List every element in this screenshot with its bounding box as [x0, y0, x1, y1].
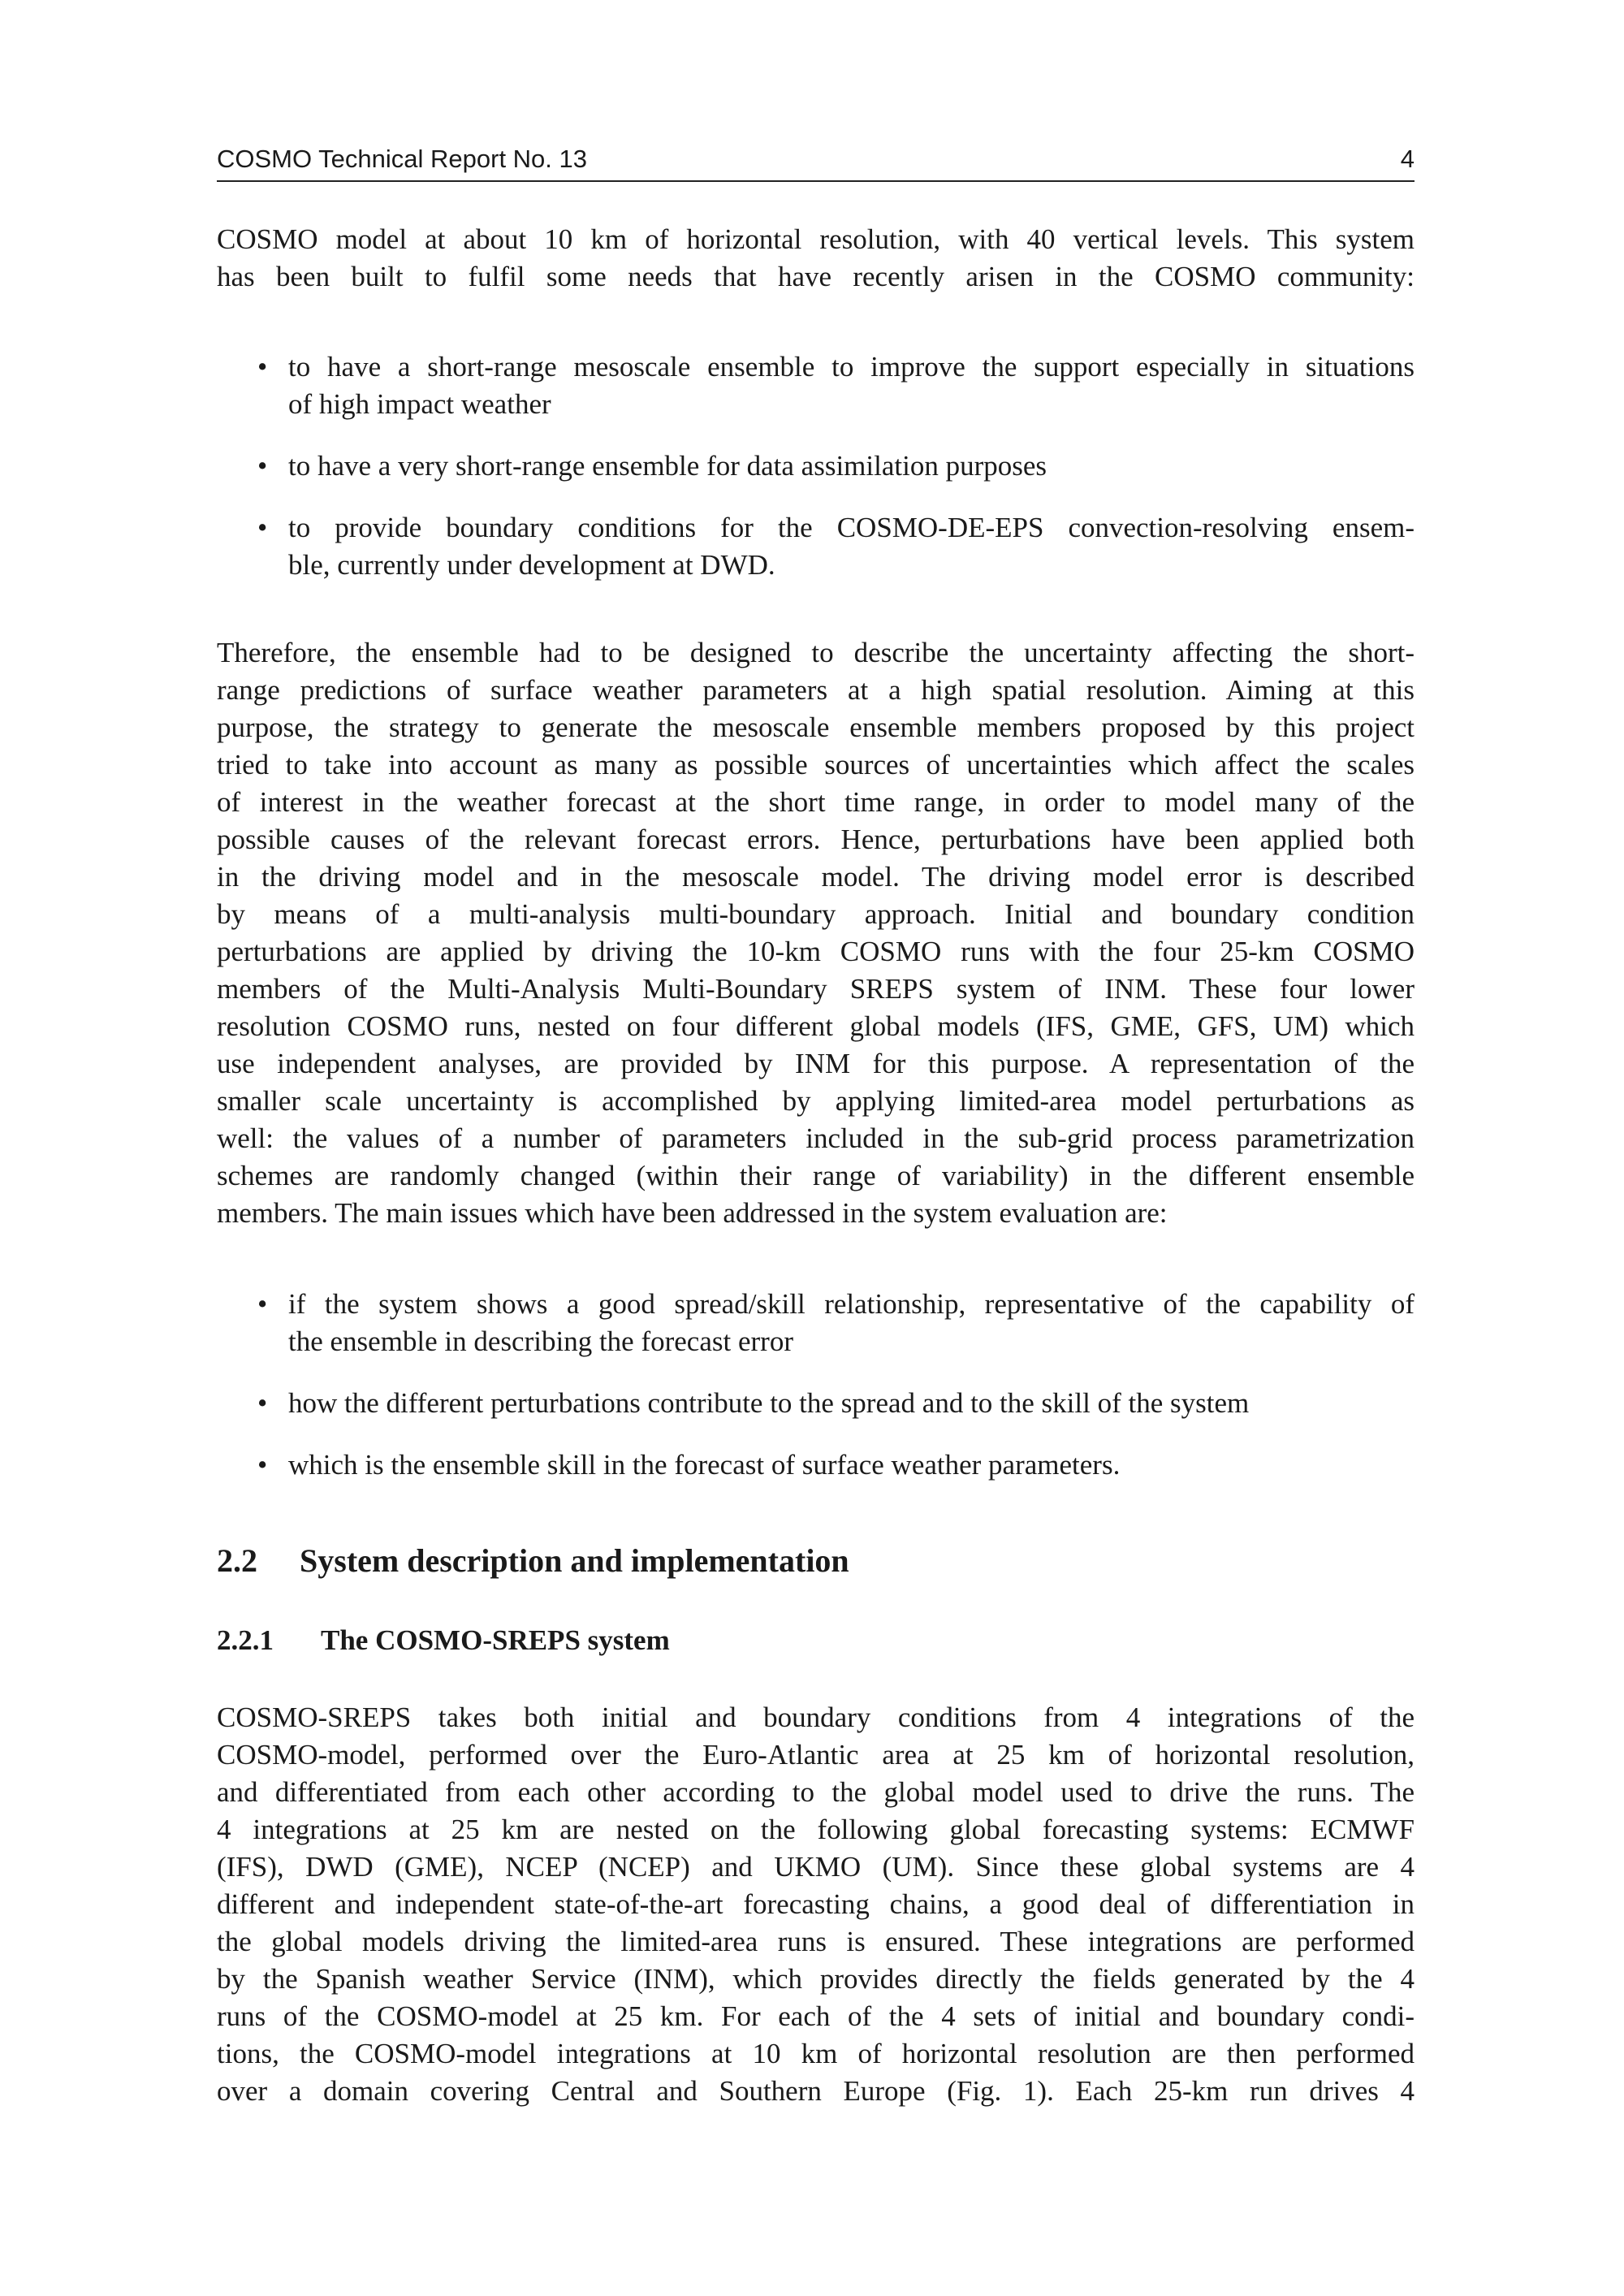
text-line: of high impact weather	[288, 388, 551, 420]
section-title: System description and implementation	[300, 1542, 849, 1579]
text-line: to have a short-range mesoscale ensemble to improve the support especially in situations	[288, 351, 1415, 383]
text-line: by means of a multi-analysis multi-boundary approach. Initial and boundary condition	[217, 898, 1415, 930]
page-number: 4	[1400, 145, 1415, 173]
text-line: COSMO-SREPS takes both initial and boundary conditions from 4 integrations of the	[217, 1701, 1415, 1733]
text-line: 4 integrations at 25 km are nested on the following global forecasting systems: ECMWF	[217, 1814, 1415, 1845]
text-line: resolution COSMO runs, nested on four different global models (IFS, GME, GFS, UM) which	[217, 1010, 1415, 1042]
text-line: the ensemble in describing the forecast error	[288, 1325, 793, 1357]
section-heading	[217, 1541, 849, 1580]
bullet-icon: •	[257, 351, 268, 383]
text-line: to provide boundary conditions for the COSMO-DE-EPS convection-resolving ensem-	[288, 512, 1415, 543]
running-header	[217, 145, 1415, 174]
text-line: by the Spanish weather Service (INM), which provides directly the fields generated by the 4	[217, 1963, 1415, 1995]
text-line: of interest in the weather forecast at the short time range, in order to model many of the	[217, 786, 1415, 818]
text-line: different and independent state-of-the-art forecasting chains, a good deal of differentiation in	[217, 1888, 1415, 1920]
bullet-icon: •	[257, 512, 268, 543]
text-line: members. The main issues which have been addressed in the system evaluation are:	[217, 1197, 1168, 1229]
text-line: range predictions of surface weather parameters at a high spatial resolution. Aiming at this	[217, 674, 1415, 706]
report-title: COSMO Technical Report No. 13	[217, 145, 588, 173]
text-line: runs of the COSMO-model at 25 km. For each of the 4 sets of initial and boundary condi-	[217, 2000, 1415, 2032]
text-line: (IFS), DWD (GME), NCEP (NCEP) and UKMO (UM). Since these global systems are 4	[217, 1851, 1415, 1883]
paragraph-strategy	[217, 634, 1415, 1232]
text-line: COSMO-model, performed over the Euro-Atlantic area at 25 km of horizontal resolution,	[217, 1739, 1415, 1771]
text-line: schemes are randomly changed (within their range of variability) in the different ensemble	[217, 1160, 1415, 1191]
text-line: in the driving model and in the mesoscale model. The driving model error is described	[217, 861, 1415, 893]
subsection-title: The COSMO-SREPS system	[321, 1624, 670, 1656]
text-line: the global models driving the limited-area runs is ensured. These integrations are performed	[217, 1926, 1415, 1957]
list-item	[217, 1286, 1415, 1360]
bullet-icon: •	[257, 1288, 268, 1320]
list-item	[217, 509, 1415, 584]
text-line: COSMO model at about 10 km of horizontal resolution, with 40 vertical levels. This system	[217, 223, 1415, 255]
text-line: well: the values of a number of parameters included in the sub-grid process parametrization	[217, 1122, 1415, 1154]
text-line: possible causes of the relevant forecast errors. Hence, perturbations have been applied both	[217, 824, 1415, 855]
text-line: perturbations are applied by driving the 10-km COSMO runs with the four 25-km COSMO	[217, 936, 1415, 967]
subsection-heading	[217, 1624, 670, 1657]
text-line: Therefore, the ensemble had to be designed to describe the uncertainty affecting the short-	[217, 637, 1415, 668]
text-line: ble, currently under development at DWD.	[288, 549, 775, 581]
bullet-icon: •	[257, 1449, 268, 1481]
paragraph-intro	[217, 221, 1415, 296]
text-line: over a domain covering Central and Southern Europe (Fig. 1). Each 25-km run drives 4	[217, 2075, 1415, 2107]
section-number: 2.2	[217, 1542, 257, 1579]
text-line: smaller scale uncertainty is accomplished by applying limited-area model perturbations as	[217, 1085, 1415, 1117]
list-item	[217, 448, 1415, 485]
text-line: use independent analyses, are provided by INM for this purpose. A representation of the	[217, 1048, 1415, 1079]
paragraph-cosmo-sreps	[217, 1699, 1415, 2110]
bullet-icon: •	[257, 1387, 268, 1419]
list-item	[217, 1385, 1415, 1422]
text-line: tried to take into account as many as possible sources of uncertainties which affect the scales	[217, 749, 1415, 780]
text-line: which is the ensemble skill in the forecast of surface weather parameters.	[288, 1449, 1121, 1481]
text-line: tions, the COSMO-model integrations at 10 km of horizontal resolution are then performed	[217, 2038, 1415, 2069]
text-line: how the different perturbations contribute to the spread and to the skill of the system	[288, 1387, 1250, 1419]
bullet-icon: •	[257, 450, 268, 482]
text-line: members of the Multi-Analysis Multi-Boundary SREPS system of INM. These four lower	[217, 973, 1415, 1005]
list-item	[217, 1446, 1415, 1484]
text-line: purpose, the strategy to generate the mesoscale ensemble members proposed by this project	[217, 711, 1415, 743]
text-line: if the system shows a good spread/skill relationship, representative of the capability of	[288, 1288, 1415, 1320]
text-line: and differentiated from each other according to the global model used to drive the runs. The	[217, 1776, 1415, 1808]
text-line: to have a very short-range ensemble for data assimilation purposes	[288, 450, 1047, 482]
list-item	[217, 348, 1415, 423]
header-rule	[217, 180, 1415, 182]
text-line: has been built to fulfil some needs that have recently arisen in the COSMO community:	[217, 261, 1415, 292]
subsection-number: 2.2.1	[217, 1624, 274, 1656]
